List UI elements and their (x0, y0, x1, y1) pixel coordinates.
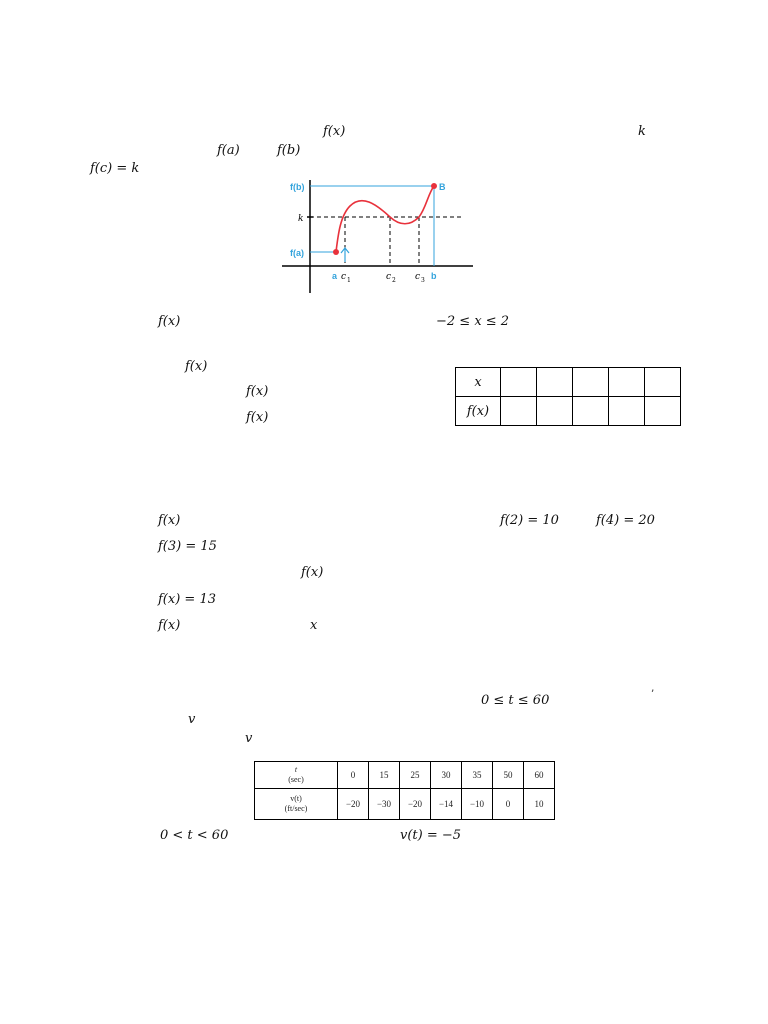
v-header-unit: (ft/sec) (284, 804, 308, 813)
table-row (255, 789, 555, 820)
fa-axis-label: f(a) (290, 248, 304, 258)
fb-axis-label: f(b) (290, 182, 305, 192)
table-cell: 0 (493, 789, 524, 820)
a-axis-label: a (332, 271, 338, 281)
table-cell (573, 368, 609, 397)
t-header-symbol: t (294, 765, 298, 774)
table-cell (537, 397, 573, 426)
table-cell: 0 (338, 762, 369, 789)
table-header-x: x (456, 368, 501, 397)
point-a (333, 249, 339, 255)
vt-equation: v(t) = −5 (400, 828, 462, 843)
table-cell: −30 (369, 789, 400, 820)
point-b-label: B (439, 182, 446, 192)
table-cell: −14 (431, 789, 462, 820)
f2-value: f(2) = 10 (500, 513, 559, 528)
c3-label: c (415, 272, 421, 282)
table-header-fx: f(x) (456, 397, 501, 426)
velocity-table (254, 761, 555, 820)
t-header-unit: (sec) (288, 775, 304, 784)
apostrophe-mark: ’ (651, 689, 655, 700)
table-row (255, 762, 555, 789)
fx-equals-13: f(x) = 13 (158, 592, 216, 607)
v-label: v (245, 731, 253, 746)
t-interval-label: 0 ≤ t ≤ 60 (481, 693, 550, 708)
table-cell: 50 (493, 762, 524, 789)
b-axis-label: b (431, 271, 437, 281)
c3-subscript: 3 (421, 277, 425, 284)
k-axis-label: k (298, 214, 304, 224)
fx-label: f(x) (246, 410, 269, 425)
v-label: v (188, 712, 196, 727)
open-interval-label: 0 < t < 60 (160, 828, 229, 843)
row-header-v (255, 789, 338, 820)
k-label: k (638, 124, 646, 139)
f4-value: f(4) = 20 (596, 513, 655, 528)
values-table (455, 367, 681, 426)
fx-label: f(x) (246, 384, 269, 399)
table-cell: 30 (431, 762, 462, 789)
c1-label: c (341, 272, 347, 282)
fx-label: f(x) (301, 565, 324, 580)
table-cell: −10 (462, 789, 493, 820)
fx-label: f(x) (158, 513, 181, 528)
table-cell: 25 (400, 762, 431, 789)
fc-equals-k: f(c) = k (90, 161, 140, 176)
table-cell (645, 368, 681, 397)
x-label: x (310, 618, 318, 633)
fx-label: f(x) (323, 124, 346, 139)
c1-subscript: 1 (347, 277, 351, 284)
ivt-figure (278, 176, 478, 296)
fb-label: f(b) (277, 143, 301, 158)
f3-value: f(3) = 15 (158, 539, 217, 554)
fa-label: f(a) (217, 143, 240, 158)
table-cell (501, 397, 537, 426)
table-row (456, 397, 681, 426)
fx-label: f(x) (185, 359, 208, 374)
table-cell: 15 (369, 762, 400, 789)
table-cell: −20 (400, 789, 431, 820)
point-b (431, 183, 437, 189)
v-header-symbol: v(t) (290, 794, 302, 803)
table-cell (609, 368, 645, 397)
table-cell (645, 397, 681, 426)
table-cell (501, 368, 537, 397)
fx-label: f(x) (158, 618, 181, 633)
table-row (456, 368, 681, 397)
row-header-t (255, 762, 338, 789)
c2-label: c (386, 272, 392, 282)
fx-label: f(x) (158, 314, 181, 329)
table-cell (537, 368, 573, 397)
table-cell: 60 (524, 762, 555, 789)
table-cell: 35 (462, 762, 493, 789)
table-cell (609, 397, 645, 426)
table-cell: −20 (338, 789, 369, 820)
c2-subscript: 2 (392, 277, 396, 284)
table-cell: 10 (524, 789, 555, 820)
table-cell (573, 397, 609, 426)
interval-label: −2 ≤ x ≤ 2 (436, 314, 510, 329)
